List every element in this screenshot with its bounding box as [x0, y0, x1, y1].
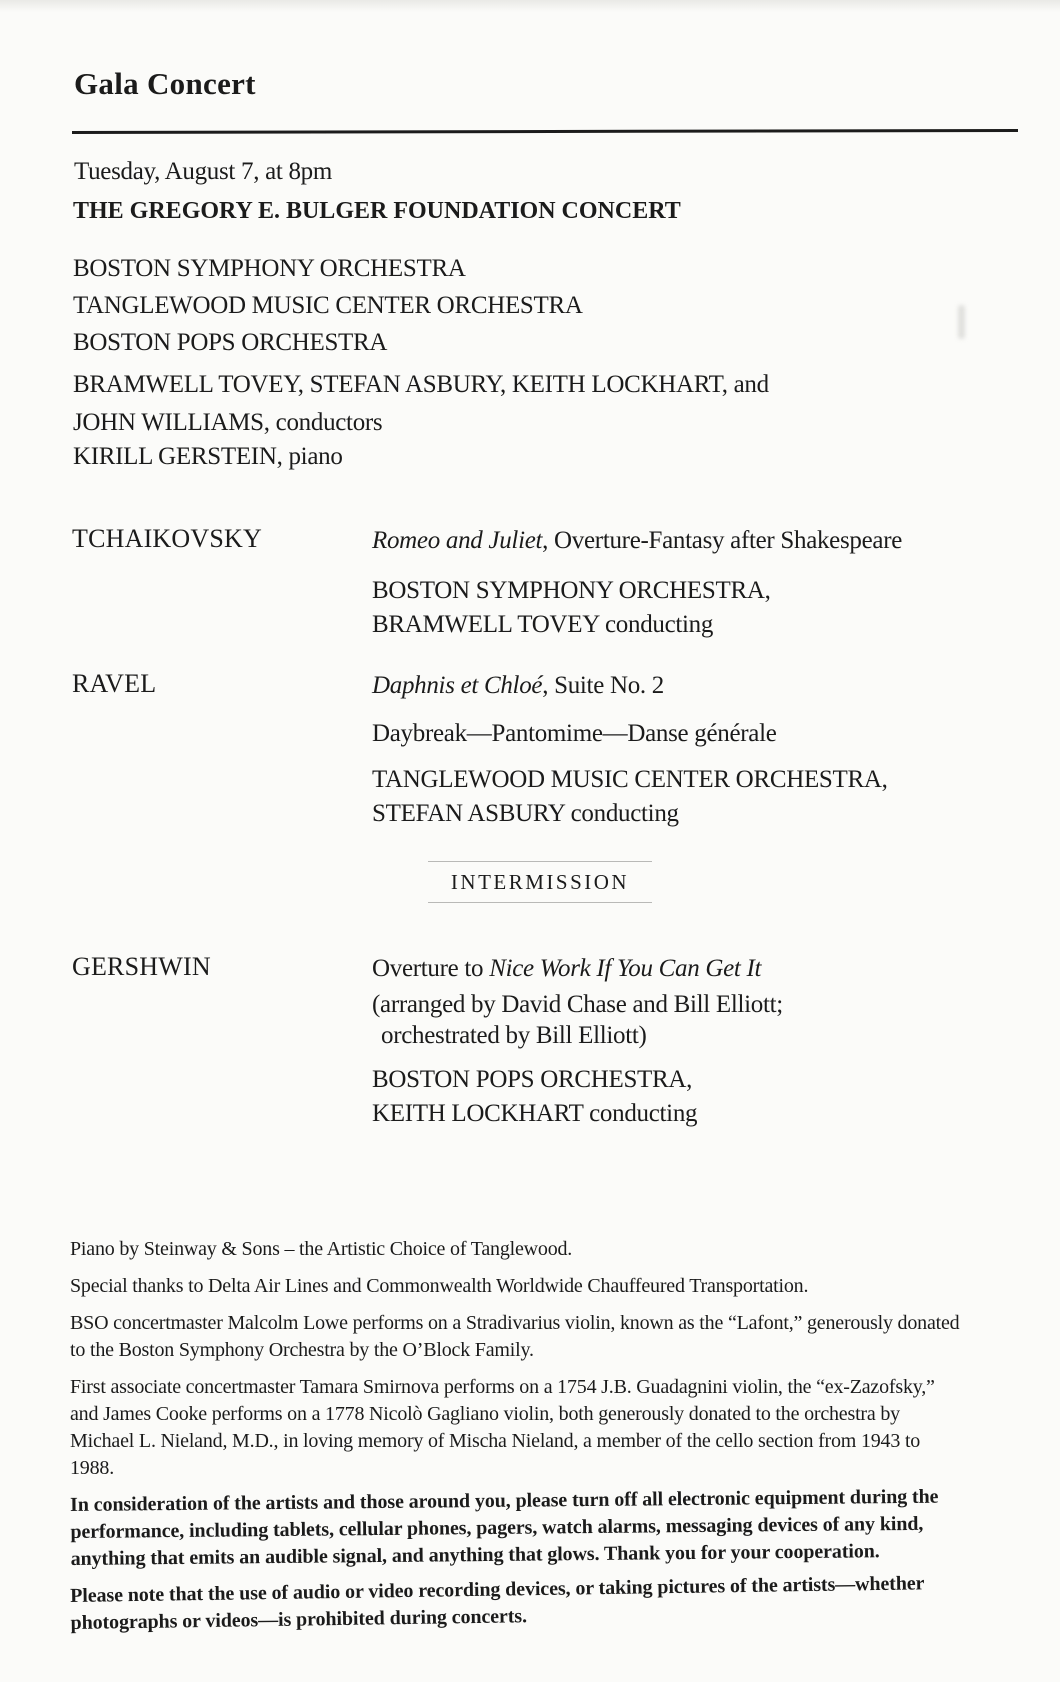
footnote-recording: Please note that the use of audio or video recording devices, or taking pictures of the artists—whether photographs or videos—is prohibited during concerts. [70, 1572, 925, 1634]
intermission-label: INTERMISSION [428, 861, 652, 903]
orchestra-line: TANGLEWOOD MUSIC CENTER ORCHESTRA [73, 292, 583, 319]
composer-name: RAVEL [72, 669, 157, 698]
conductor-line [372, 608, 1044, 642]
footnote-thanks: Special thanks to Delta Air Lines and Commonwealth Worldwide Chauffeured Transportation. [70, 1275, 809, 1297]
conductors-names: JOHN WILLIAMS, [73, 409, 270, 436]
orchestras-list [73, 250, 583, 361]
conductor-name: KEITH LOCKHART [372, 1100, 584, 1127]
footnote-electronics: In consideration of the artists and those around you, please turn off all electronic equipment during the performance, including tablets, cellular phones, pagers, watch alarms, messaging devices of any kind, anything that emits an audible signal, and anything that glows. Thank you for your cooperation. [70, 1485, 939, 1570]
work-details [372, 524, 1044, 642]
work-title-italic: Romeo and Juliet [372, 527, 543, 554]
conducting-word: conducting [583, 1100, 698, 1127]
scan-smudge [958, 305, 965, 339]
conductors-line-2 [73, 404, 769, 442]
work-title-rest: , Overture-Fantasy after Shakespeare [542, 527, 903, 554]
work-details [372, 952, 1044, 1131]
ensemble-line: TANGLEWOOD MUSIC CENTER ORCHESTRA, [372, 766, 888, 793]
conductors-and: and [727, 371, 769, 398]
arrangement-line-2: orchestrated by Bill Elliott) [381, 1022, 647, 1049]
footnote-lafont: BSO concertmaster Malcolm Lowe performs on a Stradivarius violin, known as the “Lafont,” generously donated to the Boston Symphony Orchestra by the O’Block Family. [70, 1312, 960, 1361]
footnote-steinway: Piano by Steinway & Sons – the Artistic Choice of Tanglewood. [70, 1238, 573, 1260]
work-title-prefix: Overture to [372, 955, 490, 982]
work-title [372, 524, 1044, 558]
conductor-name: STEFAN ASBURY [372, 800, 565, 827]
orchestra-line: BOSTON POPS ORCHESTRA [73, 329, 388, 356]
concert-name: THE GREGORY E. BULGER FOUNDATION CONCERT [73, 198, 681, 224]
work-title [372, 952, 1044, 986]
ensemble-line: BOSTON POPS ORCHESTRA, [372, 1066, 693, 1093]
soloist-name: KIRILL GERSTEIN, [73, 443, 283, 470]
soloist-role: piano [282, 443, 343, 470]
work-title-italic: Daphnis et Chloé [372, 672, 543, 699]
arrangement-line-1: (arranged by David Chase and Bill Elliott; [372, 991, 783, 1018]
orchestra-line: BOSTON SYMPHONY ORCHESTRA [73, 255, 466, 282]
composer-name: TCHAIKOVSKY [72, 524, 262, 553]
work-title-rest: , Suite No. 2 [542, 672, 664, 699]
work-title [372, 669, 1044, 703]
work-title-italic: Nice Work If You Can Get It [489, 955, 762, 982]
conductor-name: BRAMWELL TOVEY [372, 611, 600, 638]
conducting-word: conducting [599, 611, 714, 638]
title-rule [72, 129, 1018, 134]
page-title: Gala Concert [74, 66, 256, 101]
scan-top-edge [0, 0, 1060, 12]
conductors-line-1 [73, 366, 769, 404]
conductor-line [372, 1097, 1044, 1131]
footnote-smirnova: First associate concertmaster Tamara Smirnova performs on a 1754 J.B. Guadagnini violin, the “ex-Zazofsky,” and James Cooke performs on a 1778 Nicolò Gagliano violin, both generously donated to the orchestra by Michael L. Nieland, M.D., in loving memory of Mischa Nieland, a member of the cello section from 1943 to 1988. [70, 1376, 935, 1479]
conducting-word: conducting [564, 800, 679, 827]
ensemble-line: BOSTON SYMPHONY ORCHESTRA, [372, 577, 771, 604]
composer-name: GERSHWIN [72, 952, 211, 981]
date-line: Tuesday, August 7, at 8pm [74, 158, 333, 185]
conductors-names: BRAMWELL TOVEY, STEFAN ASBURY, KEITH LOCKHART, [73, 371, 728, 398]
work-details [372, 669, 1044, 831]
conductors-role: conductors [269, 409, 383, 436]
footnotes [70, 1236, 962, 1637]
conductor-line [372, 797, 1044, 831]
soloist-line [73, 443, 343, 471]
movements-line: Daybreak—Pantomime—Danse générale [372, 720, 777, 747]
conductors-list [73, 366, 769, 442]
